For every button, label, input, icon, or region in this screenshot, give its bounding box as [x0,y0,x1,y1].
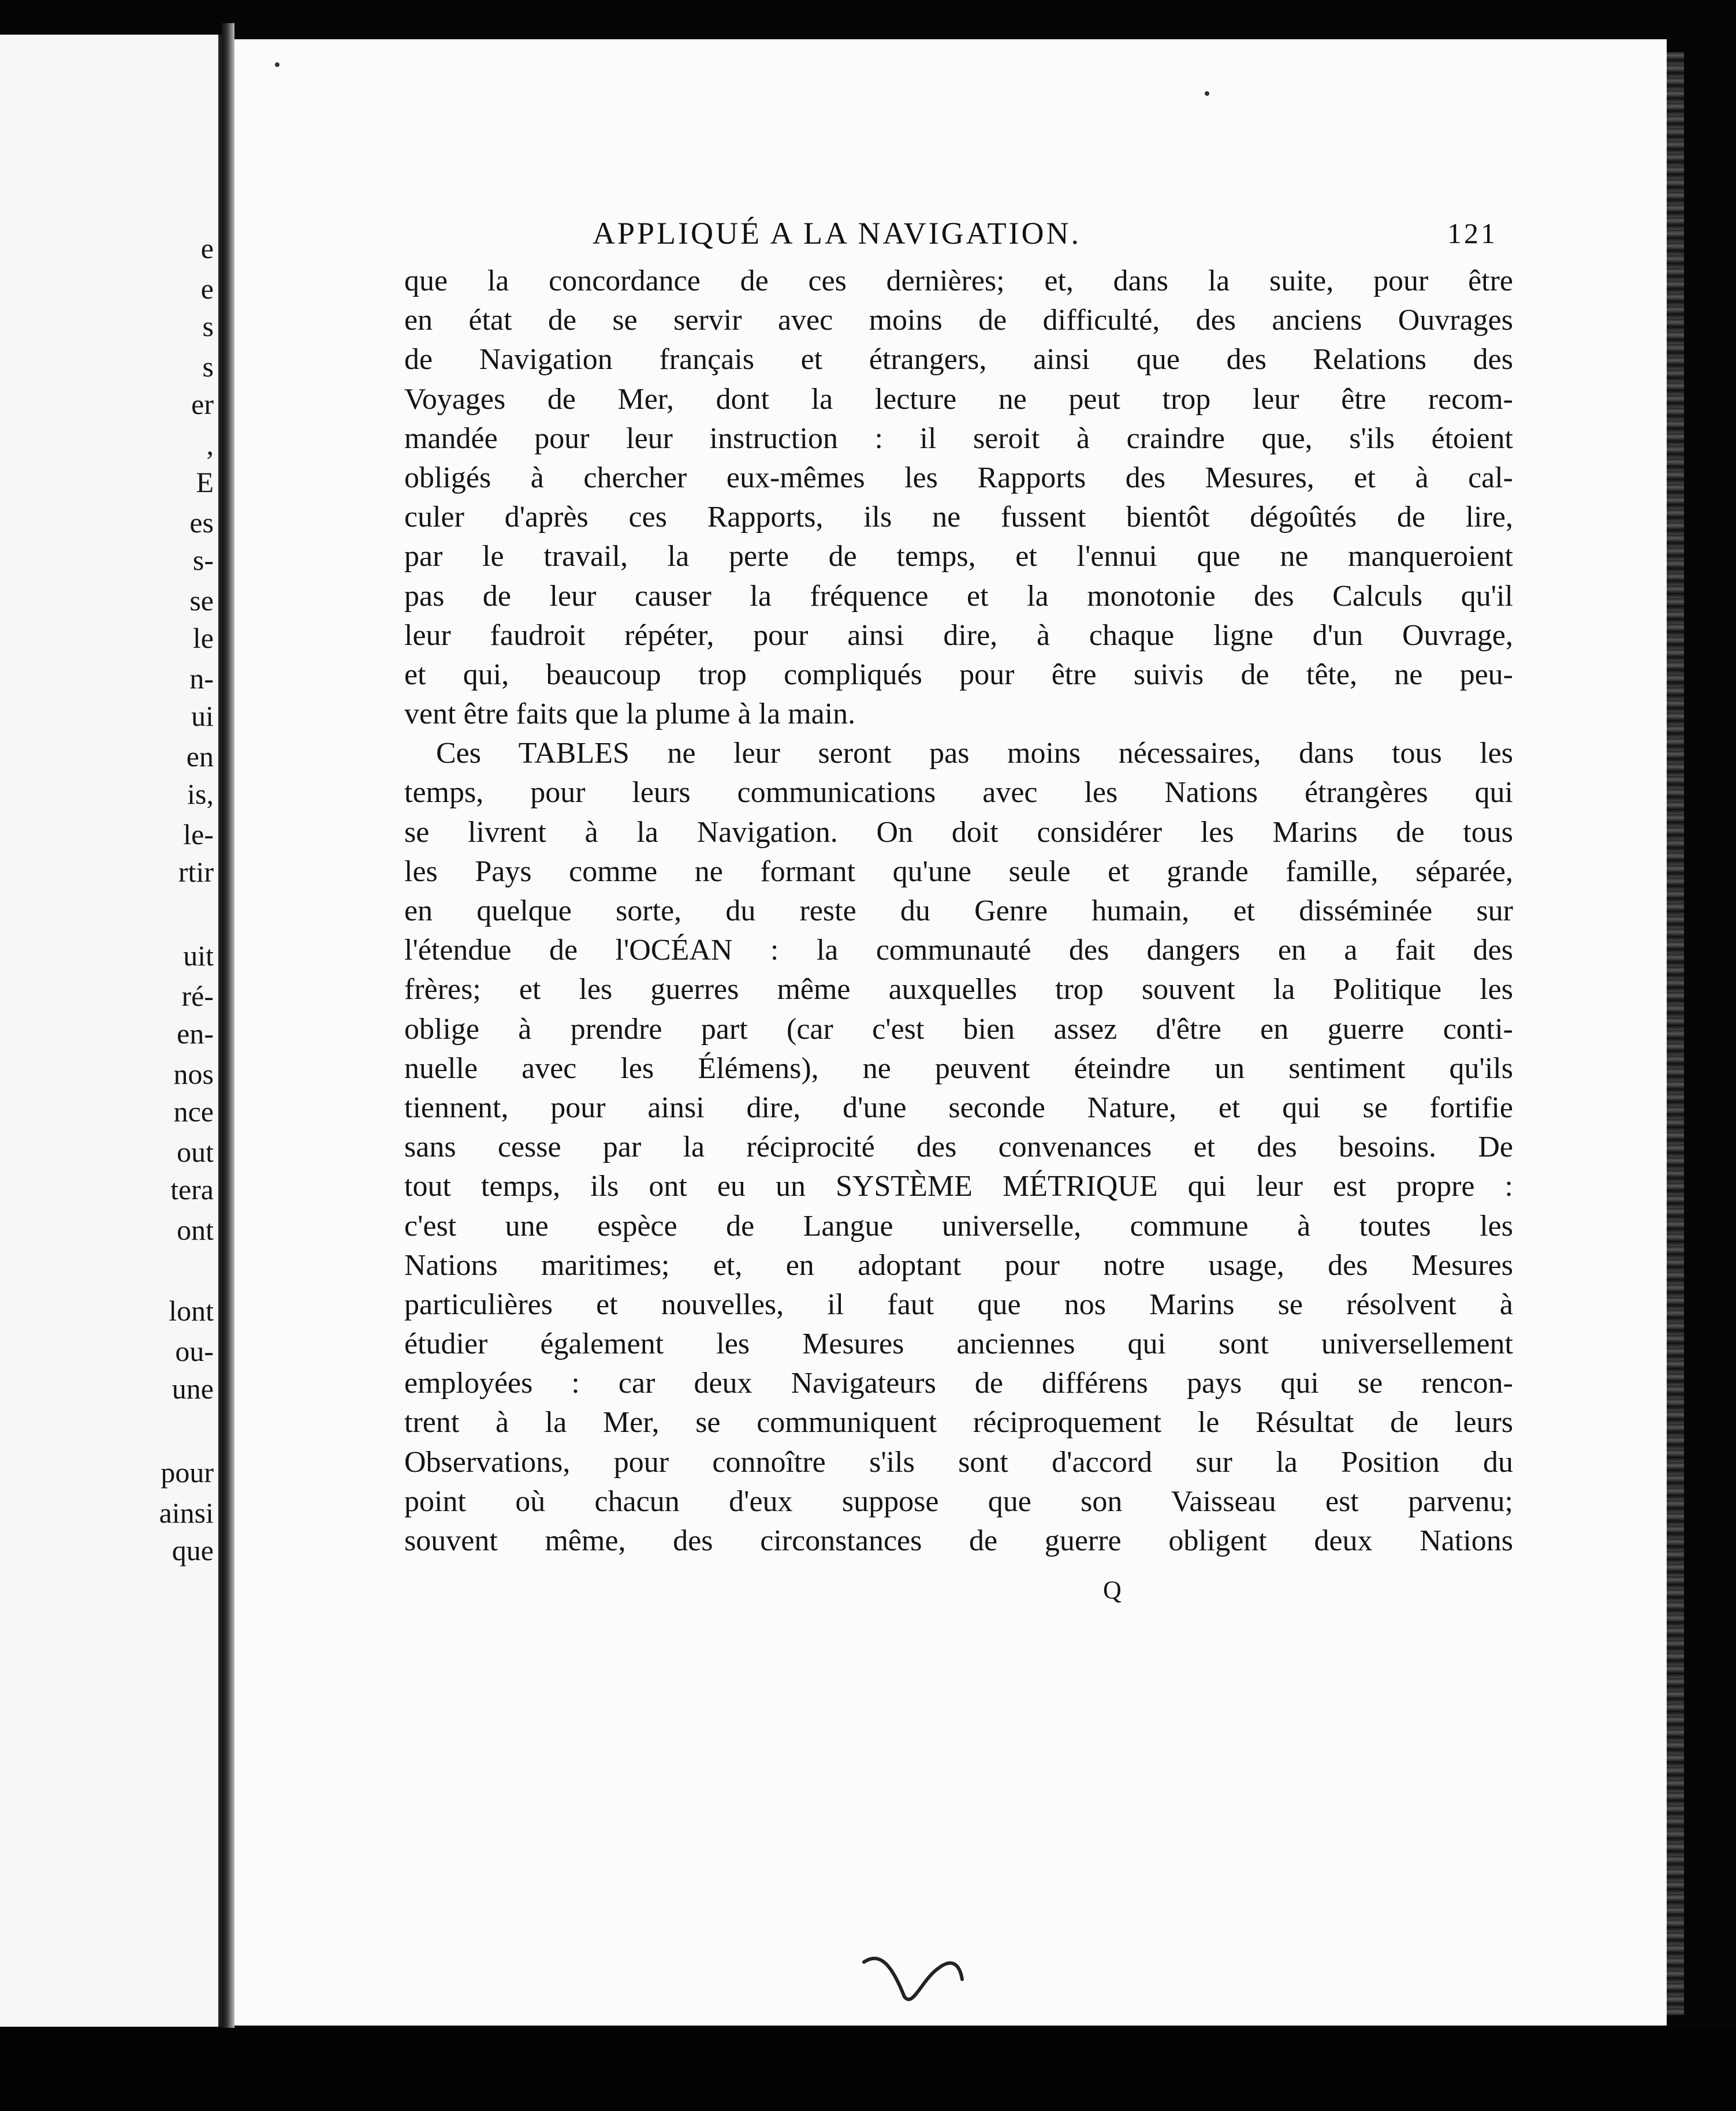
facing-page-text: ou- [175,1335,214,1367]
facing-page-text: ui [191,700,214,732]
facing-page-text: lont [169,1295,214,1327]
facing-page-text: en- [177,1017,214,1050]
text-line: en quelque sorte, du reste du Genre humain, et disséminée sur [404,894,1513,927]
text-line: Voyages de Mer, dont la lecture ne peut trop leur être recom- [404,382,1513,416]
facing-page-text: tera [170,1173,214,1206]
facing-page-text: , [206,428,214,461]
facing-page-text: s- [192,544,214,576]
text-line: Nations maritimes; et, en adoptant pour notre usage, des Mesures [404,1248,1513,1282]
binding-gutter [222,23,234,2032]
text-line: temps, pour leurs communications avec les Nations étrangères qui [404,776,1513,810]
text-line: frères; et les guerres même auxquelles trop souvent la Politique les [404,973,1513,1006]
book-page [234,39,1667,2026]
scan-border [0,2028,1736,2111]
facing-page-text: nos [173,1058,214,1090]
facing-page-text: er [191,388,214,420]
facing-page-text: rtir [178,856,214,888]
text-line: trent à la Mer, se communiquent réciproquement le Résultat de leurs [404,1406,1513,1439]
text-line: se livrent à la Navigation. On doit considérer les Marins de tous [404,815,1513,849]
text-line: Observations, pour connoître s'ils sont d'accord sur la Position du [404,1445,1513,1479]
text-line: mandée pour leur instruction : il seroit à craindre que, s'ils étoient [404,422,1513,455]
page-number: 121 [1447,217,1497,249]
text-line: c'est une espèce de Langue universelle, commune à toutes les [404,1209,1513,1243]
signature-mark: Q [1103,1576,1122,1604]
text-line: étudier également les Mesures anciennes qui sont universellement [404,1327,1513,1361]
text-line: particulières et nouvelles, il faut que nos Marins se résolvent à [404,1288,1513,1321]
facing-page-text: ainsi [159,1497,214,1529]
facing-page-text: uit [183,939,214,972]
text-line: les Pays comme ne formant qu'une seule et grande famille, séparée, [404,855,1513,888]
facing-page-text: out [177,1136,214,1168]
body-text [404,262,1513,1561]
facing-page-text: n- [189,662,214,695]
text-line: souvent même, des circonstances de guerre obligent deux Nations [404,1524,1513,1557]
paper-speck [275,62,280,67]
text-line: culer d'après ces Rapports, ils ne fussent bientôt dégoûtés de lire, [404,501,1513,534]
text-line: obligés à chercher eux-mêmes les Rapports des Mesures, et à cal- [404,461,1513,494]
facing-page-text: e [200,232,214,264]
text-line: Ces TABLES ne leur seront pas moins nécessaires, dans tous les [436,737,1513,770]
paper-speck [1205,91,1209,96]
text-line: point où chacun d'eux suppose que son Vaisseau est parvenu; [404,1485,1513,1518]
facing-page-fragment [0,35,222,2027]
pen-stroke-mark [858,1945,997,2014]
text-line: pas de leur causer la fréquence et la monotonie des Calculs qu'il [404,579,1513,613]
text-line: et qui, beaucoup trop compliqués pour être suivis de tête, ne peu- [404,658,1513,691]
facing-page-text: is, [187,778,214,810]
text-line: leur faudroit répéter, pour ainsi dire, à chaque ligne d'un Ouvrage, [404,618,1513,652]
text-line: vent être faits que la plume à la main. [404,698,856,731]
text-line: nuelle avec les Élémens), ne peuvent éteindre un sentiment qu'ils [404,1051,1513,1085]
facing-page-text: s [202,310,214,342]
facing-page-text: nce [173,1095,214,1128]
facing-page-text: s [202,350,214,383]
facing-page-text: se [189,584,214,617]
text-line: tout temps, ils ont eu un SYSTÈME MÉTRIQUE qui leur est propre : [404,1170,1513,1203]
facing-page-text: une [172,1372,214,1405]
facing-page-text: que [172,1534,214,1567]
text-line: employées : car deux Navigateurs de différens pays qui se rencon- [404,1367,1513,1400]
text-line: sans cesse par la réciprocité des convenances et des besoins. De [404,1131,1513,1164]
page-edge [1667,52,1684,2015]
facing-page-text: le- [183,818,214,851]
facing-page-text: ré- [181,980,214,1012]
text-line: oblige à prendre part (car c'est bien assez d'être en guerre conti- [404,1012,1513,1046]
text-line: par le travail, la perte de temps, et l'ennui que ne manqueroient [404,540,1513,573]
facing-page-text: es [189,506,214,539]
page-header [593,215,1517,256]
facing-page-text: ont [177,1214,214,1246]
text-line: de Navigation français et étrangers, ainsi que des Relations des [404,343,1513,376]
text-line: en état de se servir avec moins de difficulté, des anciens Ouvrages [404,304,1513,337]
facing-page-text: le [192,622,214,654]
text-line: tiennent, pour ainsi dire, d'une seconde Nature, et qui se fortifie [404,1091,1513,1124]
facing-page-text: pour [161,1456,214,1489]
facing-page-text: e [200,273,214,305]
facing-page-text: en [186,740,214,773]
facing-page-text: E [196,466,214,498]
text-line: que la concordance de ces dernières; et, dans la suite, pour être [404,264,1513,297]
text-line: l'étendue de l'OCÉAN : la communauté des dangers en a fait des [404,934,1513,967]
running-head: APPLIQUÉ A LA NAVIGATION. [593,216,1082,251]
